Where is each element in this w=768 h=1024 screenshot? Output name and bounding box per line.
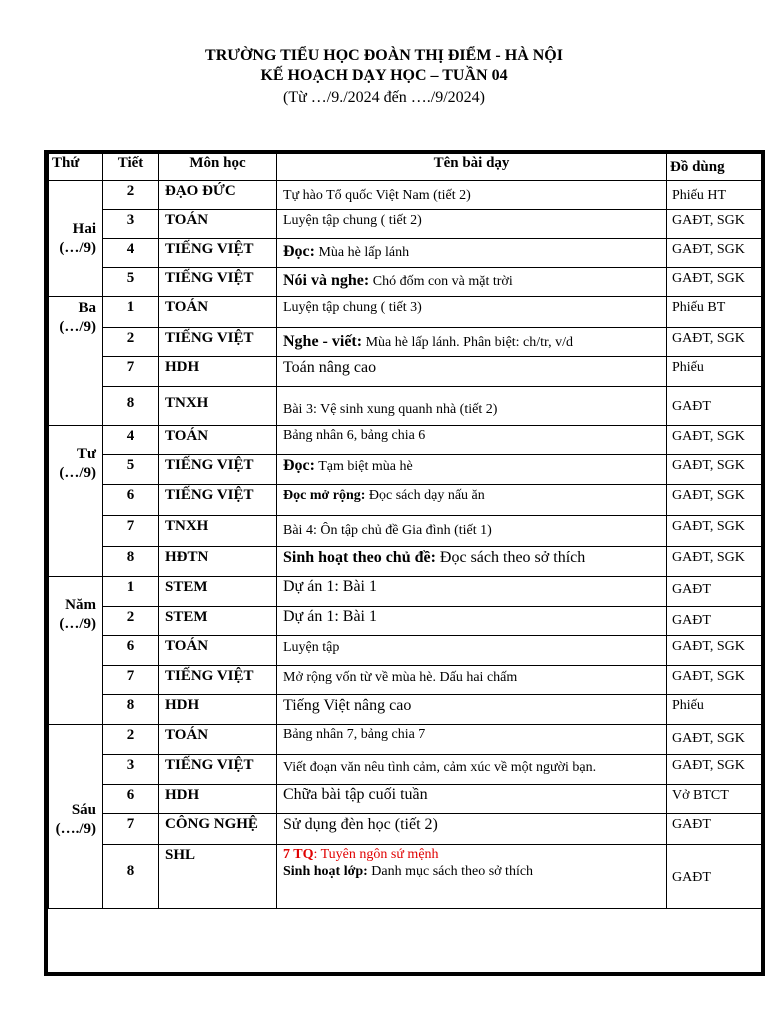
table-row: [49, 785, 762, 814]
day-cell-nam: [49, 577, 103, 725]
period-number: 8: [103, 387, 159, 426]
lesson-title: Tự hào Tổ quốc Việt Nam (tiết 2): [277, 181, 667, 210]
day-date: (…/9): [59, 240, 96, 256]
col-header-thu: Thứ: [49, 154, 103, 181]
day-name: Hai: [72, 221, 96, 237]
lesson-title: Đọc: Mùa hè lấp lánh: [277, 239, 667, 268]
red-note-label: 7 TQ: [283, 847, 314, 862]
lesson-title: Toán nâng cao: [277, 357, 667, 387]
empty-row: [49, 909, 762, 973]
materials: GAĐT, SGK: [667, 485, 762, 516]
lesson-title: Viết đoạn văn nêu tình cảm, cảm xúc về một người bạn.: [277, 755, 667, 785]
header-row: [49, 154, 762, 181]
subject: HDH: [159, 357, 277, 387]
materials: GAĐT: [667, 845, 762, 909]
materials: GAĐT: [667, 607, 762, 636]
table-row: [49, 181, 762, 210]
lesson-title: Sinh hoạt theo chủ đề: Đọc sách theo sở thích: [277, 547, 667, 577]
subject: TIẾNG VIỆT: [159, 666, 277, 695]
lesson-title: Mở rộng vốn từ về mùa hè. Dấu hai chấm: [277, 666, 667, 695]
table-row: [49, 636, 762, 666]
lesson-title: Dự án 1: Bài 1: [277, 607, 667, 636]
period-number: 4: [103, 239, 159, 268]
materials: GAĐT, SGK: [667, 239, 762, 268]
plan-title: KẾ HOẠCH DẠY HỌC – TUẦN 04: [260, 67, 508, 84]
table-row: [49, 239, 762, 268]
period-number: 6: [103, 636, 159, 666]
subject: STEM: [159, 607, 277, 636]
materials: GAĐT, SGK: [667, 455, 762, 485]
day-date: (…./9): [55, 821, 96, 837]
school-name: TRƯỜNG TIỂU HỌC ĐOÀN THỊ ĐIỂM - HÀ NỘI: [205, 47, 563, 64]
lesson-title: Nói và nghe: Chó đốm con và mặt trời: [277, 268, 667, 297]
table-row: [49, 387, 762, 426]
day-name: Ba: [78, 300, 96, 316]
subject: TOÁN: [159, 210, 277, 239]
date-range: (Từ …/9./2024 đến …./9/2024): [283, 89, 485, 106]
period-number: 3: [103, 210, 159, 239]
table-row: [49, 607, 762, 636]
subject: TIẾNG VIỆT: [159, 239, 277, 268]
materials: GAĐT, SGK: [667, 426, 762, 455]
materials: GAĐT, SGK: [667, 547, 762, 577]
subject: HĐTN: [159, 547, 277, 577]
materials: GAĐT: [667, 814, 762, 845]
subject: CÔNG NGHỆ: [159, 814, 277, 845]
day-cell-hai: [49, 181, 103, 297]
subject: TIẾNG VIỆT: [159, 328, 277, 357]
table-row: [49, 210, 762, 239]
red-note-text: : Tuyên ngôn sứ mệnh: [313, 847, 439, 862]
lesson-title: Bảng nhân 6, bảng chia 6: [277, 426, 667, 455]
subject: SHL: [159, 845, 277, 909]
col-header-ten-bai-day: Tên bài dạy: [277, 154, 667, 181]
subject: TIẾNG VIỆT: [159, 268, 277, 297]
table-row: [49, 328, 762, 357]
subject: TOÁN: [159, 725, 277, 755]
materials: GAĐT, SGK: [667, 666, 762, 695]
col-header-tiet: Tiết: [103, 154, 159, 181]
materials: Phiếu: [667, 695, 762, 725]
table-row: [49, 547, 762, 577]
materials: GAĐT, SGK: [667, 328, 762, 357]
table-row: [49, 666, 762, 695]
day-date: (…/9): [59, 616, 96, 632]
subject: TOÁN: [159, 297, 277, 328]
lesson-title: Luyện tập chung ( tiết 3): [277, 297, 667, 328]
table-row: [49, 357, 762, 387]
materials: Phiếu: [667, 357, 762, 387]
lesson-title: Sử dụng đèn học (tiết 2): [277, 814, 667, 845]
materials: Vở BTCT: [667, 785, 762, 814]
table-row: [49, 516, 762, 547]
table-row: [49, 297, 762, 328]
col-header-do-dung: Đồ dùng: [667, 154, 762, 181]
subject: ĐẠO ĐỨC: [159, 181, 277, 210]
table-row: [49, 577, 762, 607]
lesson-title: Bài 4: Ôn tập chủ đề Gia đình (tiết 1): [277, 516, 667, 547]
period-number: 4: [103, 426, 159, 455]
lesson-title: 7 TQ: Tuyên ngôn sứ mệnh Sinh hoạt lớp: Danh mục sách theo sở thích: [277, 845, 667, 909]
materials: GAĐT: [667, 577, 762, 607]
period-number: 2: [103, 181, 159, 210]
materials: GAĐT: [667, 387, 762, 426]
subject: TNXH: [159, 387, 277, 426]
materials: Phiếu HT: [667, 181, 762, 210]
lesson-title: Dự án 1: Bài 1: [277, 577, 667, 607]
subject: TIẾNG VIỆT: [159, 485, 277, 516]
table-row: [49, 814, 762, 845]
materials: GAĐT, SGK: [667, 636, 762, 666]
col-header-mon-hoc: Môn học: [159, 154, 277, 181]
period-number: 2: [103, 607, 159, 636]
day-cell-sau: [49, 725, 103, 909]
table-row: [49, 845, 762, 909]
day-date: (…/9): [59, 465, 96, 481]
period-number: 6: [103, 785, 159, 814]
subject: TOÁN: [159, 636, 277, 666]
lesson-title: Đọc: Tạm biệt mùa hè: [277, 455, 667, 485]
day-cell-ba: [49, 297, 103, 426]
empty-cell: [49, 909, 762, 973]
day-date: (…/9): [59, 319, 96, 335]
period-number: 7: [103, 516, 159, 547]
subject: TNXH: [159, 516, 277, 547]
period-number: 8: [103, 695, 159, 725]
materials: Phiếu BT: [667, 297, 762, 328]
table-row: [49, 455, 762, 485]
table-row: [49, 725, 762, 755]
period-number: 5: [103, 455, 159, 485]
lesson-title: Tiếng Việt nâng cao: [277, 695, 667, 725]
period-number: 2: [103, 328, 159, 357]
period-number: 5: [103, 268, 159, 297]
day-cell-tu: [49, 426, 103, 577]
period-number: 3: [103, 755, 159, 785]
lesson-title: Nghe - viết: Mùa hè lấp lánh. Phân biệt: ch/tr, v/d: [277, 328, 667, 357]
materials: GAĐT, SGK: [667, 725, 762, 755]
table-row: [49, 755, 762, 785]
lesson-plan-table: [48, 153, 762, 973]
materials: GAĐT, SGK: [667, 268, 762, 297]
table-row: [49, 268, 762, 297]
lesson-title: Đọc mở rộng: Đọc sách dạy nấu ăn: [277, 485, 667, 516]
lesson-title: Luyện tập chung ( tiết 2): [277, 210, 667, 239]
lesson-title: Bài 3: Vệ sinh xung quanh nhà (tiết 2): [277, 387, 667, 426]
period-number: 8: [103, 845, 159, 909]
day-name: Tư: [76, 446, 96, 462]
subject: HDH: [159, 785, 277, 814]
period-number: 6: [103, 485, 159, 516]
period-number: 1: [103, 577, 159, 607]
period-number: 7: [103, 357, 159, 387]
lesson-title: Bảng nhân 7, bảng chia 7: [277, 725, 667, 755]
period-number: 7: [103, 666, 159, 695]
day-name: Sáu: [71, 802, 96, 818]
table-row: [49, 485, 762, 516]
table-row: [49, 695, 762, 725]
period-number: 1: [103, 297, 159, 328]
lesson-title: Luyện tập: [277, 636, 667, 666]
period-number: 2: [103, 725, 159, 755]
materials: GAĐT, SGK: [667, 210, 762, 239]
period-number: 7: [103, 814, 159, 845]
day-name: Năm: [65, 597, 96, 613]
subject: STEM: [159, 577, 277, 607]
period-number: 8: [103, 547, 159, 577]
subject: HDH: [159, 695, 277, 725]
table-row: [49, 426, 762, 455]
materials: GAĐT, SGK: [667, 516, 762, 547]
materials: GAĐT, SGK: [667, 755, 762, 785]
subject: TOÁN: [159, 426, 277, 455]
subject: TIẾNG VIỆT: [159, 755, 277, 785]
lesson-title: Chữa bài tập cuối tuần: [277, 785, 667, 814]
subject: TIẾNG VIỆT: [159, 455, 277, 485]
